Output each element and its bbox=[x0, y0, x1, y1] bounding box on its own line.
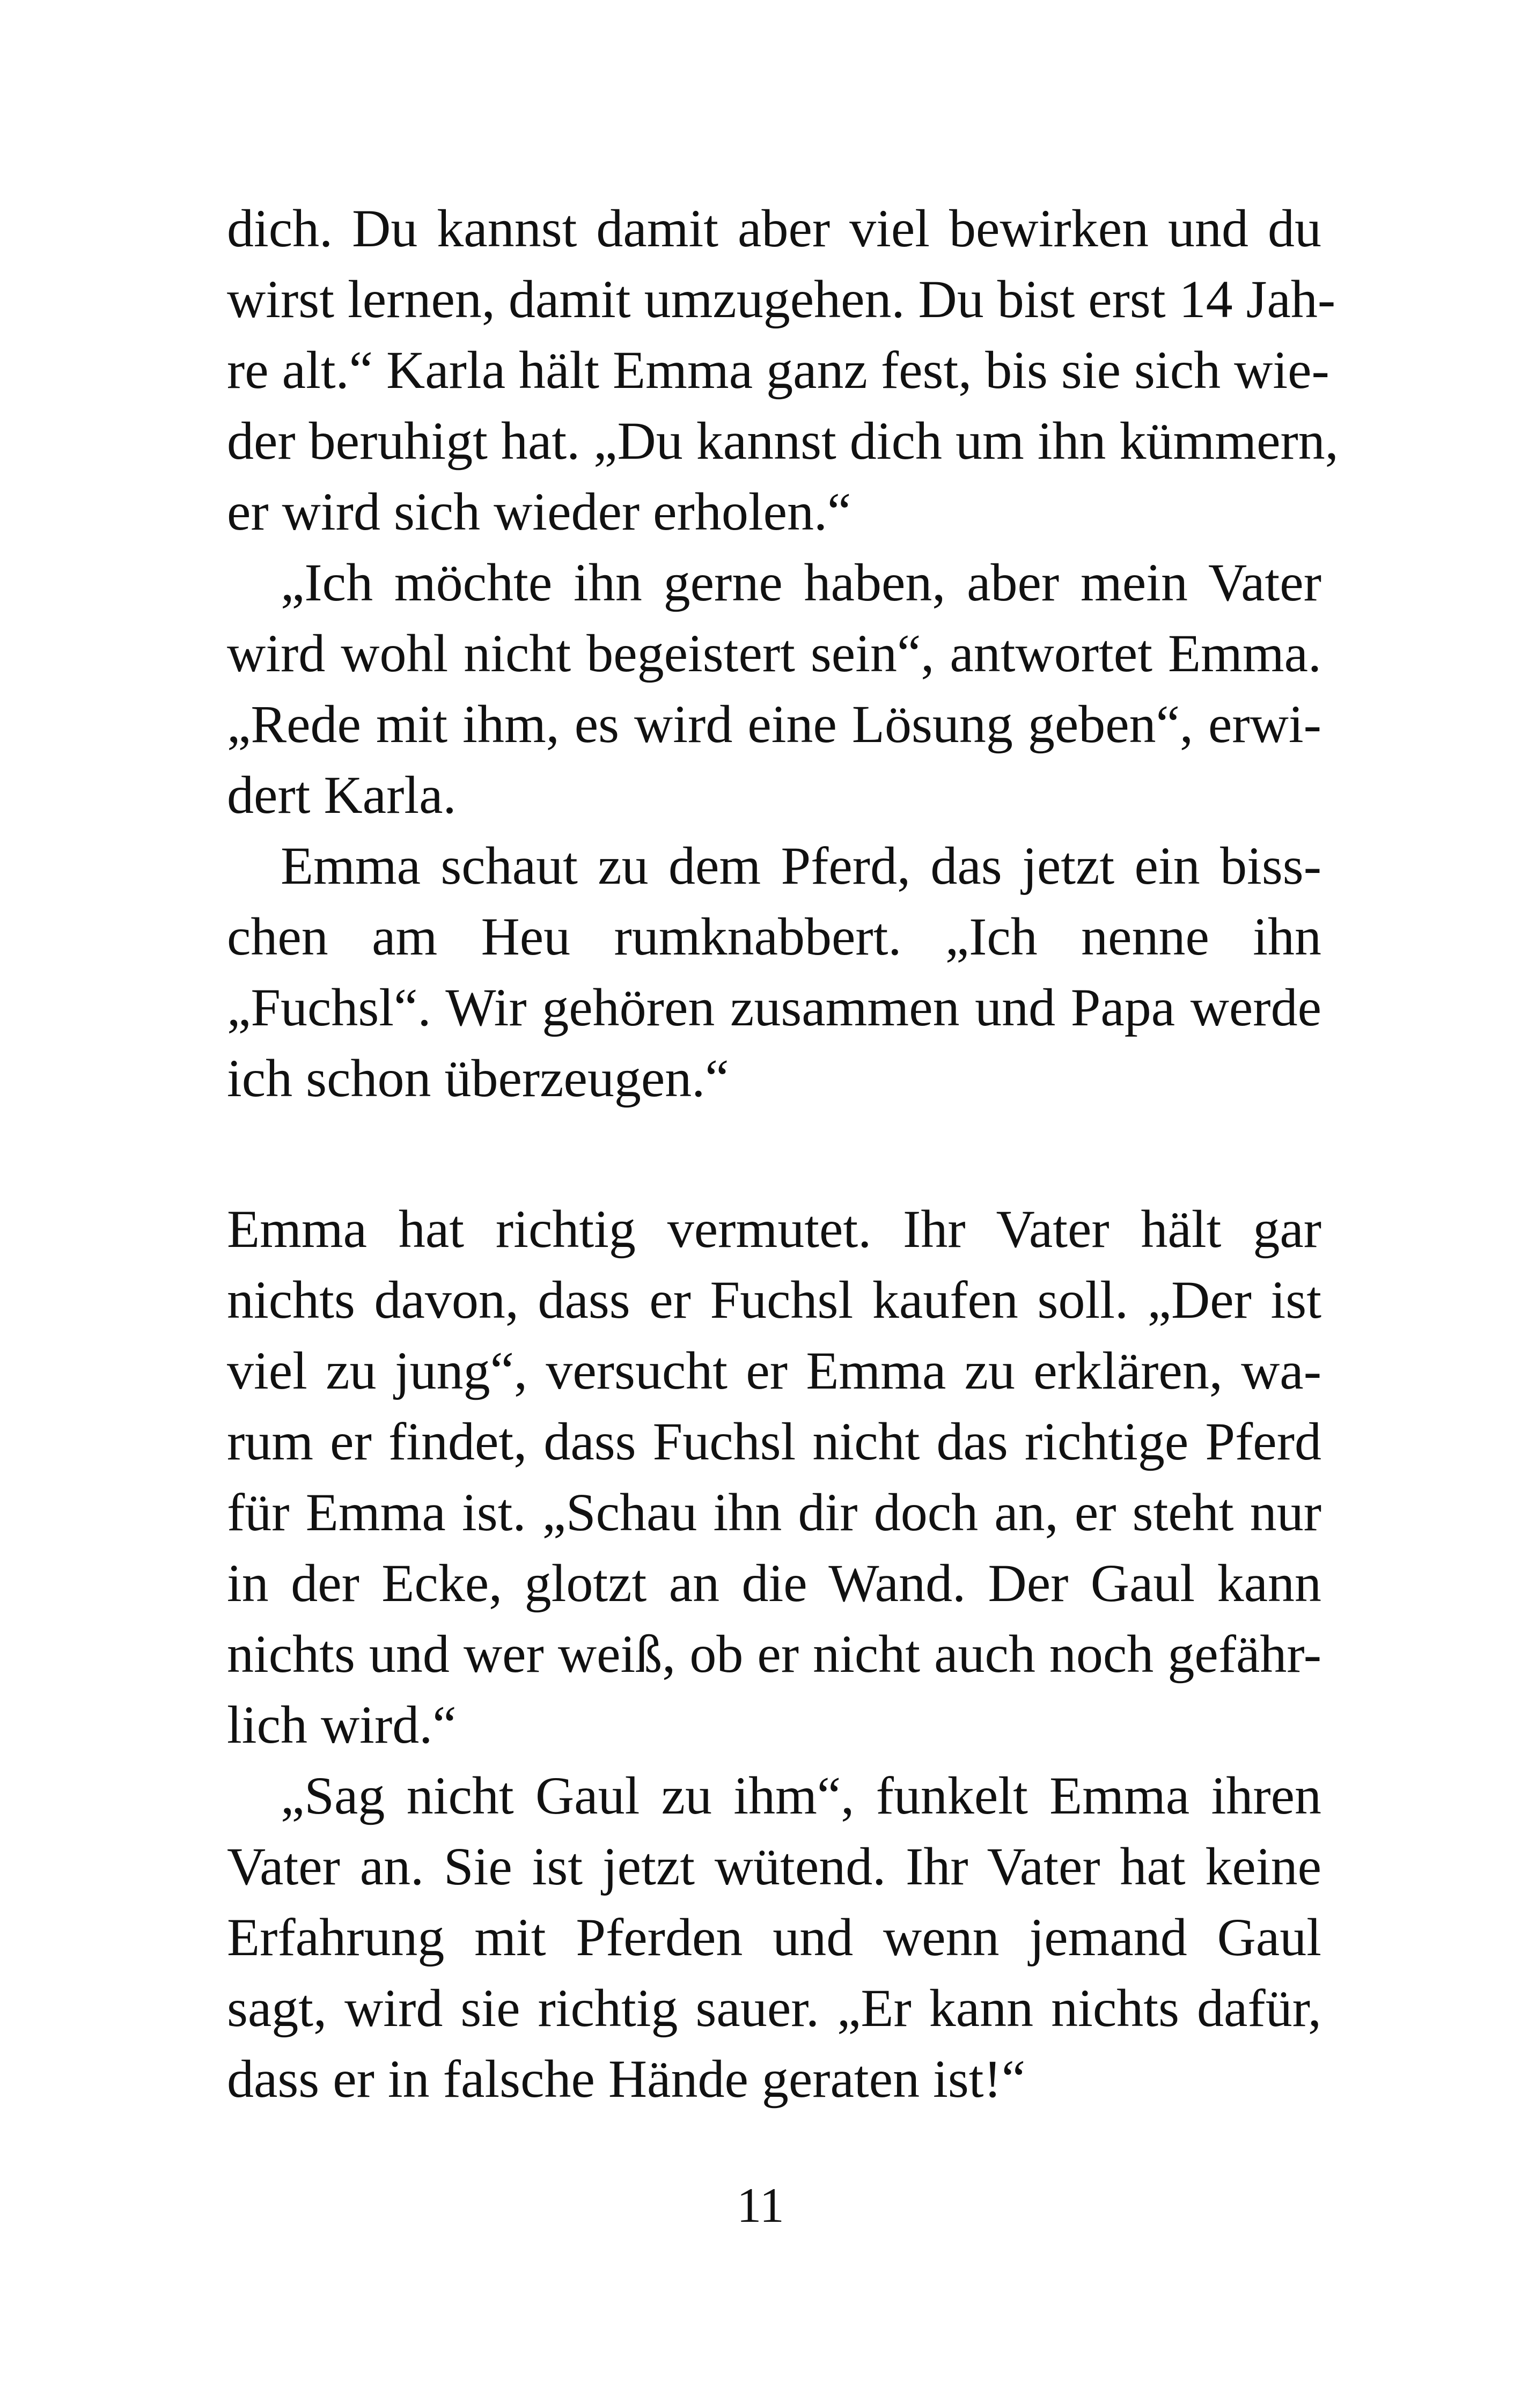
text-line: Emma schaut zu dem Pferd, das jetzt ein biss- bbox=[281, 836, 1321, 895]
text-line: „Fuchsl“. Wir gehören zusammen und Papa werde bbox=[227, 978, 1321, 1037]
text-line: wird wohl nicht begeistert sein“, antwortet Emma. bbox=[227, 623, 1321, 683]
text-line: dich. Du kannst damit aber viel bewirken und du bbox=[227, 199, 1321, 258]
text-line: Vater an. Sie ist jetzt wütend. Ihr Vater hat keine bbox=[227, 1837, 1321, 1896]
page-number: 11 bbox=[737, 2178, 784, 2233]
text-line: er wird sich wieder erholen.“ bbox=[227, 482, 851, 541]
text-section-1 bbox=[227, 193, 1339, 1114]
text-line: Emma hat richtig vermutet. Ihr Vater hält gar bbox=[227, 1199, 1321, 1259]
text-line: Erfahrung mit Pferden und wenn jemand Gaul bbox=[227, 1907, 1321, 1967]
text-line: chen am Heu rumknabbert. „Ich nenne ihn bbox=[227, 907, 1321, 966]
text-line: nichts davon, dass er Fuchsl kaufen soll. „Der ist bbox=[227, 1270, 1321, 1330]
text-line: „Ich möchte ihn gerne haben, aber mein Vater bbox=[281, 553, 1321, 612]
text-line: in der Ecke, glotzt an die Wand. Der Gaul kann bbox=[227, 1553, 1321, 1613]
text-line: dass er in falsche Hände geraten ist!“ bbox=[227, 2049, 1026, 2109]
text-line: viel zu jung“, versucht er Emma zu erklären, wa- bbox=[227, 1341, 1321, 1400]
text-line: lich wird.“ bbox=[227, 1695, 457, 1754]
text-line: ich schon überzeugen.“ bbox=[227, 1048, 729, 1108]
text-line: nichts und wer weiß, ob er nicht auch noch gefähr- bbox=[227, 1624, 1321, 1684]
text-line: sagt, wird sie richtig sauer. „Er kann nichts dafür, bbox=[227, 1978, 1321, 2038]
text-line: „Sag nicht Gaul zu ihm“, funkelt Emma ihren bbox=[281, 1766, 1321, 1825]
text-line: „Rede mit ihm, es wird eine Lösung geben“, erwi- bbox=[227, 694, 1321, 754]
text-line: für Emma ist. „Schau ihn dir doch an, er steht nur bbox=[227, 1482, 1321, 1542]
text-line: der beruhigt hat. „Du kannst dich um ihn kümmern, bbox=[227, 411, 1339, 471]
text-line: rum er findet, dass Fuchsl nicht das richtige Pferd bbox=[227, 1412, 1321, 1471]
text-line: wirst lernen, damit umzugehen. Du bist erst 14 Jah- bbox=[227, 269, 1336, 329]
text-line: re alt.“ Karla hält Emma ganz fest, bis sie sich wie- bbox=[227, 340, 1329, 400]
text-section-2 bbox=[227, 1194, 1321, 2115]
text-line: dert Karla. bbox=[227, 765, 457, 825]
